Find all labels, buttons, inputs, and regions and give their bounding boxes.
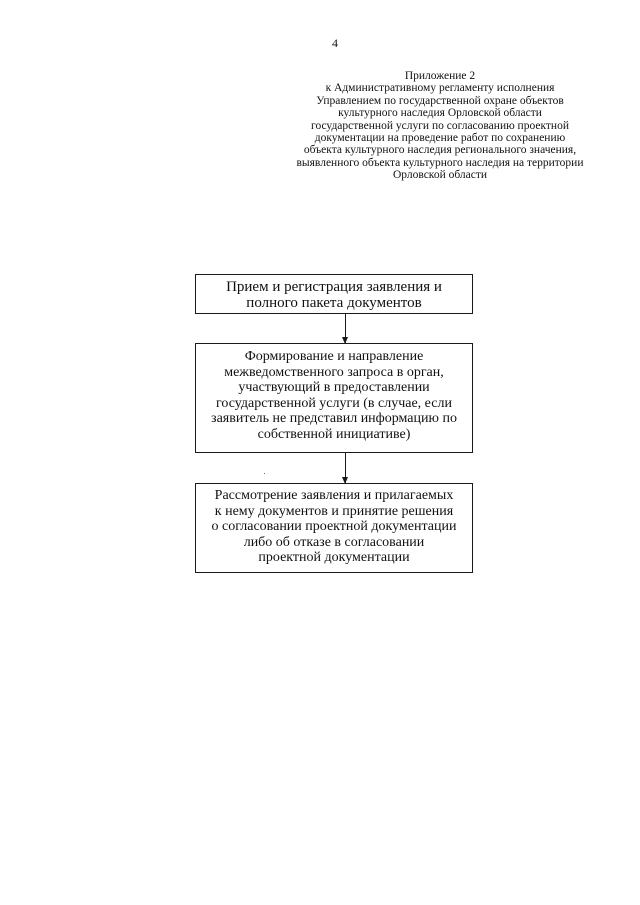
annex-header bbox=[280, 70, 600, 182]
annex-line: Орловской области bbox=[392, 169, 488, 182]
annex-line: к Административному регламенту исполнения bbox=[325, 82, 555, 95]
step-text-line: государственной услуги (в случае, если bbox=[216, 395, 452, 411]
step-text-line: полного пакета документов bbox=[246, 295, 422, 311]
step-text-line: Прием и регистрация заявления и bbox=[226, 279, 442, 295]
step-text-line: о согласовании проектной документации bbox=[211, 519, 457, 535]
step-text-line: собственной инициативе) bbox=[257, 426, 411, 442]
step-text-line: участвующий в предоставлении bbox=[238, 380, 430, 396]
step-text-line: Рассмотрение заявления и прилагаемых bbox=[214, 488, 454, 503]
annex-line: выявленного объекта культурного наследия на территории bbox=[296, 156, 584, 169]
step-text-line: либо об отказе в согласовании bbox=[243, 534, 425, 550]
step-text-line: межведомственного запроса в орган, bbox=[224, 364, 444, 380]
flowchart-step-decision bbox=[195, 483, 473, 573]
scan-speck bbox=[264, 473, 265, 474]
step-text-line: заявитель не представил информацию по bbox=[211, 411, 457, 427]
flow-arrow-down bbox=[345, 453, 346, 483]
annex-line: культурного наследия Орловской области bbox=[338, 107, 542, 120]
annex-line: государственной услуги по согласованию проектной bbox=[311, 119, 569, 132]
step-text-line: к нему документов и принятие решения bbox=[214, 503, 454, 519]
annex-line: объекта культурного наследия регионального значения, bbox=[303, 144, 577, 157]
annex-line: Приложение 2 bbox=[404, 70, 476, 82]
step-text-line: проектной документации bbox=[258, 550, 410, 566]
flowchart-step-registration bbox=[195, 274, 473, 314]
flowchart-step-interagency-request bbox=[195, 343, 473, 453]
flow-arrow-down bbox=[345, 314, 346, 343]
annex-line: документации на проведение работ по сохранению bbox=[314, 132, 566, 145]
step-text-line: Формирование и направление bbox=[244, 349, 424, 364]
page-number: 4 bbox=[332, 36, 338, 50]
annex-line: Управлением по государственной охране объектов bbox=[316, 94, 564, 107]
